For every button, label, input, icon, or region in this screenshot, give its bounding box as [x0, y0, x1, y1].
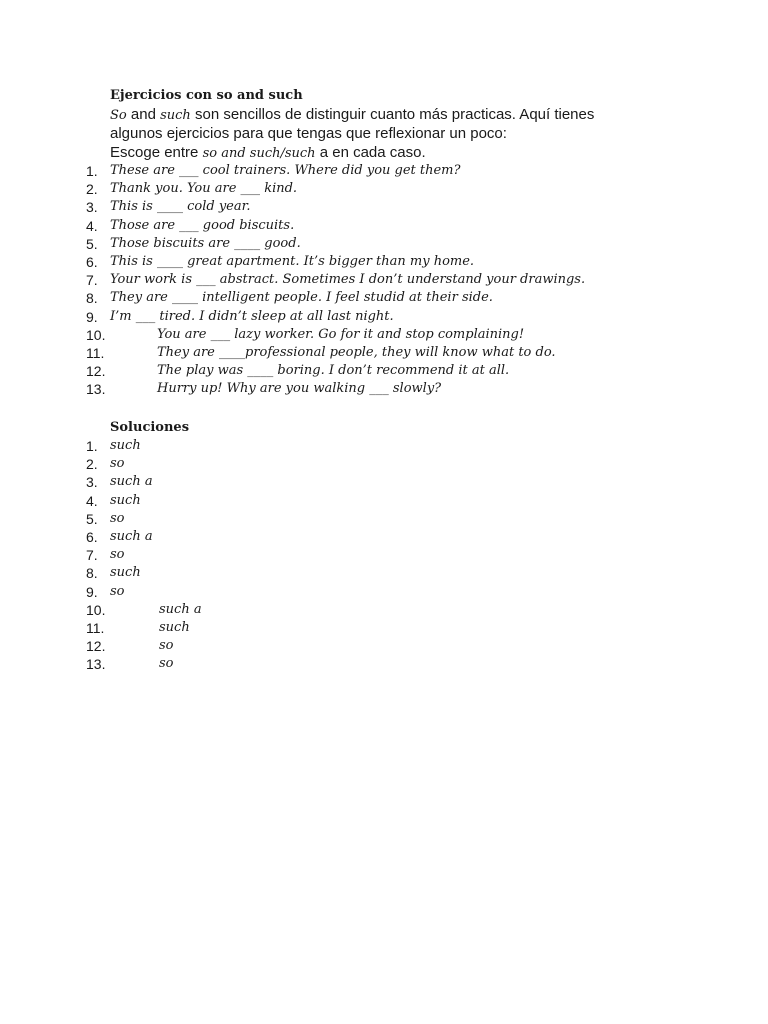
solution-number: 13.: [86, 656, 106, 673]
instruction-options: so and such/such: [202, 146, 316, 161]
solution-number: 2.: [86, 456, 98, 473]
exercise-text: Thank you. You are ___ kind.: [110, 181, 298, 197]
intro-rest: son sencillos de distinguir cuanto más practicas. Aquí tienes: [190, 106, 595, 123]
solution-number: 1.: [86, 438, 98, 454]
solution-text: so: [159, 638, 174, 654]
exercise-text: This is ____ great apartment. It’s bigger than my home.: [110, 253, 475, 269]
exercise-number: 5.: [86, 235, 98, 252]
solution-text: such: [110, 438, 141, 453]
instruction-start: Escoge entre: [110, 144, 203, 161]
solution-text: such: [110, 492, 141, 508]
solution-number: 4.: [86, 492, 98, 509]
exercise-number: 7.: [86, 272, 98, 289]
instruction-end: a en cada caso.: [315, 144, 426, 161]
solution-number: 5.: [86, 510, 98, 527]
solution-text: such a: [159, 601, 202, 617]
document-title: Ejercicios con so and such: [110, 88, 303, 103]
exercise-text: You are ___ lazy worker. Go for it and stop complaining!: [157, 326, 525, 342]
exercise-number: 13.: [86, 381, 106, 398]
solution-text: so: [110, 583, 125, 599]
solution-number: 12.: [86, 638, 106, 655]
intro-and: and: [126, 106, 161, 123]
solution-number: 7.: [86, 547, 98, 564]
solution-number: 6.: [86, 528, 98, 545]
exercise-number: 10.: [86, 326, 106, 343]
exercise-text: I’m ___ tired. I didn’t sleep at all last night.: [110, 308, 394, 324]
solutions-title: Soluciones: [110, 420, 190, 435]
solution-text: such a: [110, 528, 153, 544]
exercise-text: These are ___ cool trainers. Where did you get them?: [110, 163, 461, 178]
exercise-text: Hurry up! Why are you walking ___ slowly?: [157, 381, 442, 397]
solution-number: 3.: [86, 474, 98, 491]
solution-text: such: [110, 565, 141, 581]
exercise-text: Your work is ___ abstract. Sometimes I don’t understand your drawings.: [110, 272, 586, 288]
intro-such-word: such: [160, 108, 191, 123]
solution-text: so: [159, 656, 174, 672]
exercise-text: The play was ____ boring. I don’t recommend it at all.: [157, 363, 510, 379]
exercise-number: 6.: [86, 253, 98, 270]
solution-text: such: [159, 619, 190, 635]
exercise-text: Those are ___ good biscuits.: [110, 217, 295, 233]
solution-text: so: [110, 456, 125, 472]
solution-number: 9.: [86, 583, 98, 600]
solution-text: so: [110, 510, 125, 526]
exercise-text: They are ____ intelligent people. I feel studid at their side.: [110, 290, 493, 306]
solution-number: 8.: [86, 565, 98, 582]
exercise-text: This is ____ cold year.: [110, 199, 251, 215]
exercise-number: 8.: [86, 290, 98, 307]
solution-text: so: [110, 547, 125, 563]
exercise-text: Those biscuits are ____ good.: [110, 235, 301, 251]
solution-text: such a: [110, 474, 153, 490]
exercise-number: 1.: [86, 163, 98, 179]
exercise-number: 3.: [86, 199, 98, 216]
exercise-text: They are ____professional people, they will know what to do.: [157, 344, 556, 360]
exercise-number: 2.: [86, 181, 98, 198]
intro-line-1: [110, 105, 670, 125]
intro-so-word: So: [110, 108, 127, 123]
exercise-number: 4.: [86, 217, 98, 234]
exercise-number: 12.: [86, 363, 106, 380]
intro-line-3: [110, 143, 670, 163]
solution-number: 10.: [86, 601, 106, 618]
solution-number: 11.: [86, 619, 105, 636]
exercise-number: 9.: [86, 308, 98, 325]
exercise-number: 11.: [86, 344, 105, 361]
intro-line-2: algunos ejercicios para que tengas que reflexionar un poco:: [110, 125, 507, 142]
